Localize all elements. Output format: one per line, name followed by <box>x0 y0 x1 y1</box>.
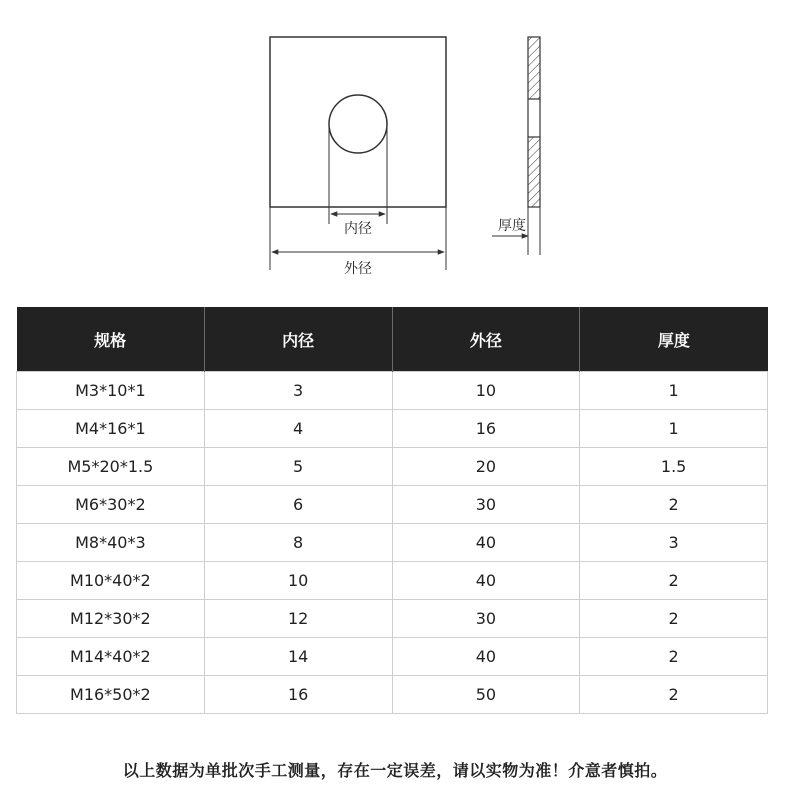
outer-diameter-cell: 10 <box>392 372 580 410</box>
thickness-cell: 3 <box>580 524 768 562</box>
header-thickness: 厚度 <box>580 307 768 372</box>
table-row <box>17 372 768 410</box>
washer-side-view <box>492 37 540 255</box>
outer-diameter-dimension <box>272 252 444 277</box>
inner-diameter-cell: 8 <box>204 524 392 562</box>
inner-diameter-cell: 10 <box>204 562 392 600</box>
inner-diameter-cell: 6 <box>204 486 392 524</box>
table-row <box>17 524 768 562</box>
spec-cell: M16*50*2 <box>17 676 205 714</box>
outer-diameter-cell: 30 <box>392 486 580 524</box>
thickness-cell: 2 <box>580 600 768 638</box>
inner-diameter-cell: 16 <box>204 676 392 714</box>
inner-diameter-cell: 14 <box>204 638 392 676</box>
table-row <box>17 448 768 486</box>
thickness-cell: 1 <box>580 372 768 410</box>
spec-cell: M4*16*1 <box>17 410 205 448</box>
header-inner-diameter: 内径 <box>204 307 392 372</box>
outer-diameter-cell: 40 <box>392 638 580 676</box>
header-outer-diameter: 外径 <box>392 307 580 372</box>
thickness-cell: 2 <box>580 638 768 676</box>
table-body <box>17 372 768 714</box>
spec-cell: M12*30*2 <box>17 600 205 638</box>
outer-diameter-cell: 20 <box>392 448 580 486</box>
thickness-label: 厚度 <box>498 218 526 234</box>
table-row <box>17 562 768 600</box>
spec-cell: M10*40*2 <box>17 562 205 600</box>
spec-cell: M14*40*2 <box>17 638 205 676</box>
outer-diameter-cell: 30 <box>392 600 580 638</box>
table-row <box>17 676 768 714</box>
disclaimer-note: 以上数据为单批次手工测量，存在一定误差，请以实物为准！介意者慎拍。 <box>122 761 668 780</box>
inner-diameter-cell: 12 <box>204 600 392 638</box>
outer-diameter-label: 外径 <box>344 261 372 277</box>
table-row <box>17 638 768 676</box>
outer-diameter-cell: 50 <box>392 676 580 714</box>
table-row <box>17 410 768 448</box>
inner-diameter-cell: 5 <box>204 448 392 486</box>
thickness-cell: 1 <box>580 410 768 448</box>
table-header-row <box>17 307 768 372</box>
spec-cell: M8*40*3 <box>17 524 205 562</box>
thickness-cell: 1.5 <box>580 448 768 486</box>
outer-diameter-cell: 40 <box>392 524 580 562</box>
specification-table <box>16 307 768 714</box>
washer-technical-drawing <box>0 0 790 300</box>
thickness-cell: 2 <box>580 676 768 714</box>
inner-diameter-dimension <box>331 214 385 237</box>
outer-diameter-cell: 16 <box>392 410 580 448</box>
spec-cell: M5*20*1.5 <box>17 448 205 486</box>
thickness-cell: 2 <box>580 486 768 524</box>
inner-diameter-cell: 4 <box>204 410 392 448</box>
table-row <box>17 600 768 638</box>
table-row <box>17 486 768 524</box>
outer-diameter-cell: 40 <box>392 562 580 600</box>
header-spec: 规格 <box>17 307 205 372</box>
spec-cell: M6*30*2 <box>17 486 205 524</box>
inner-diameter-label: 内径 <box>344 221 372 237</box>
inner-diameter-cell: 3 <box>204 372 392 410</box>
spec-cell: M3*10*1 <box>17 372 205 410</box>
thickness-cell: 2 <box>580 562 768 600</box>
